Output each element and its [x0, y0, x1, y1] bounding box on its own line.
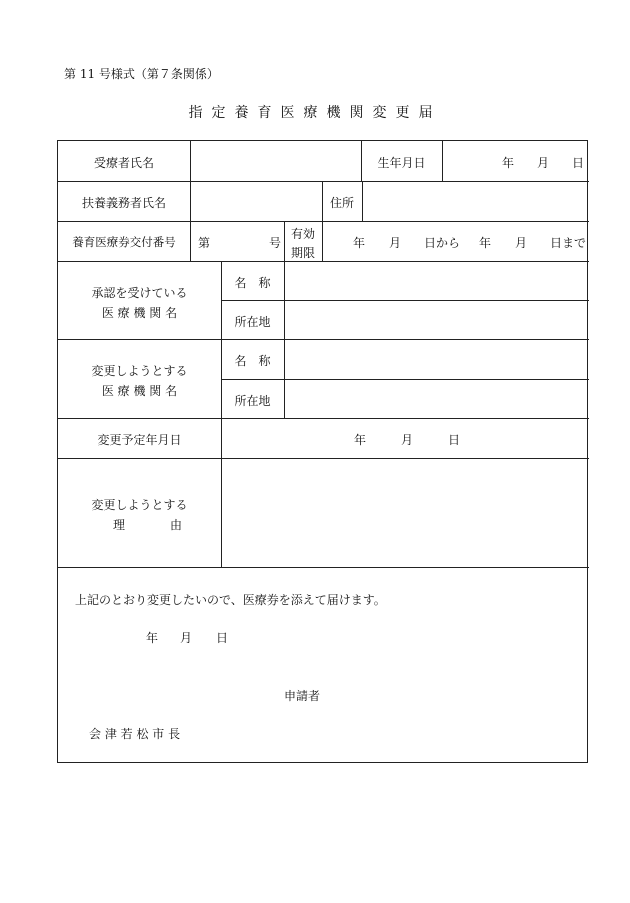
ticket-number-label: 養育医療券交付番号: [72, 235, 176, 249]
row-divider: [58, 418, 589, 419]
validity-label-2: 期限: [290, 246, 315, 260]
page-title: 指定養育医療機関変更届: [188, 105, 442, 121]
reason-label-1: 変更しようとする: [91, 498, 188, 512]
change-date-day: 日: [448, 433, 461, 447]
address-label: 住所: [329, 196, 354, 210]
statement-text: 上記のとおり変更したいので、医療券を添えて届けます。: [75, 593, 386, 607]
validity-from-month: 月: [389, 236, 402, 250]
reason-field[interactable]: [221, 458, 589, 567]
address-field[interactable]: [362, 181, 589, 221]
reason-label-2a: 理: [113, 518, 126, 532]
addressee-text: 会 津 若 松 市 長: [89, 727, 181, 741]
birth-year-unit: 年: [502, 156, 515, 170]
submission-month: 月: [180, 631, 193, 645]
validity-label-1: 有効: [290, 227, 315, 241]
col-divider: [322, 221, 323, 261]
change-notification-form: [57, 140, 588, 763]
approved-address-label: 所在地: [234, 315, 271, 329]
change-name-label: 名 称: [234, 354, 271, 368]
ticket-go: 号: [269, 236, 282, 250]
approved-institution-label-1: 承認を受けている: [91, 286, 188, 300]
reason-label-2b: 由: [170, 518, 183, 532]
birth-date-label: 生年月日: [377, 156, 426, 170]
col-divider: [442, 141, 443, 181]
change-institution-label-2: 医 療 機 関 名: [101, 384, 178, 398]
validity-to-year: 年: [479, 236, 492, 250]
birth-month-unit: 月: [537, 156, 550, 170]
birth-day-unit: 日: [572, 156, 585, 170]
change-address-field[interactable]: [284, 379, 589, 418]
ticket-dai: 第: [198, 236, 211, 250]
approved-name-label: 名 称: [234, 276, 271, 290]
validity-to-day: 日まで: [550, 236, 587, 250]
approved-address-field[interactable]: [284, 300, 589, 339]
change-address-label: 所在地: [234, 394, 271, 408]
validity-from-day: 日から: [424, 236, 461, 250]
submission-day: 日: [216, 631, 229, 645]
change-date-year: 年: [354, 433, 367, 447]
change-date-month: 月: [401, 433, 414, 447]
submission-year: 年: [146, 631, 159, 645]
form-number: 第 11 号様式（第７条関係）: [64, 67, 219, 81]
change-date-label: 変更予定年月日: [97, 433, 182, 447]
guardian-name-field[interactable]: [190, 181, 322, 221]
guardian-name-label: 扶養義務者氏名: [81, 196, 166, 210]
validity-to-month: 月: [515, 236, 528, 250]
patient-name-field[interactable]: [190, 141, 361, 181]
change-institution-label-1: 変更しようとする: [91, 364, 188, 378]
approved-institution-label-2: 医 療 機 関 名: [101, 306, 178, 320]
row-divider: [58, 567, 589, 568]
applicant-label: 申請者: [284, 689, 321, 703]
change-name-field[interactable]: [284, 339, 589, 379]
approved-name-field[interactable]: [284, 261, 589, 300]
validity-from-year: 年: [353, 236, 366, 250]
patient-name-label: 受療者氏名: [93, 156, 154, 170]
row-divider: [58, 221, 589, 222]
